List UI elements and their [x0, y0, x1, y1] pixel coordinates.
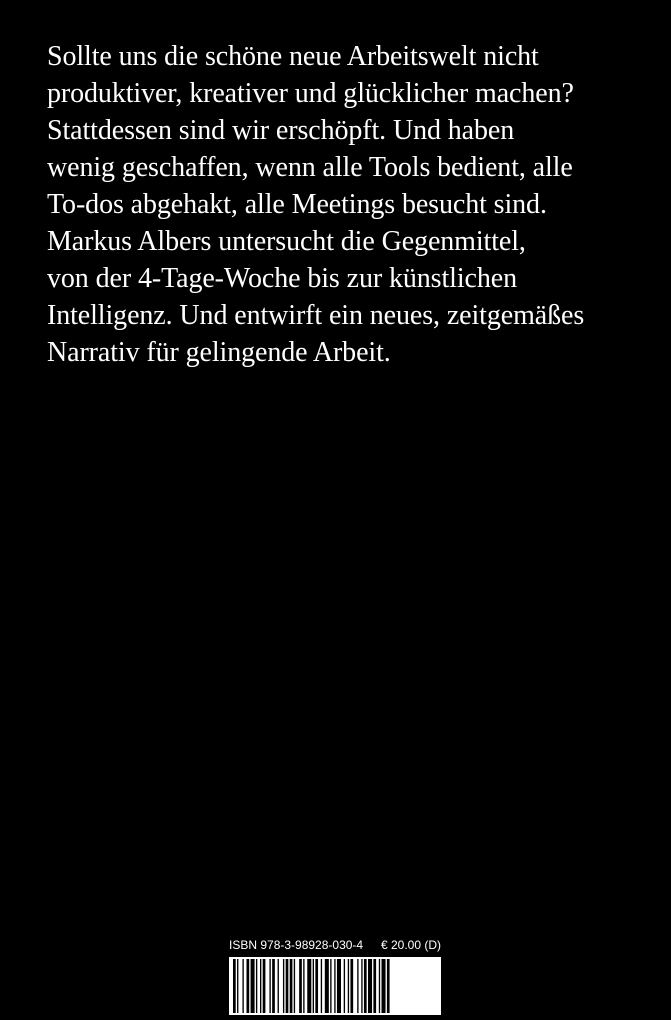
- barcode-bar: [251, 959, 255, 1013]
- barcode-bar: [242, 959, 243, 1013]
- barcode-bar: [283, 959, 284, 1013]
- barcode-bar: [237, 959, 238, 1013]
- barcode-bar: [344, 959, 345, 1013]
- barcode-bar: [325, 959, 329, 1013]
- barcode-bar: [233, 959, 236, 1013]
- blurb-line: Intelligenz. Und entwirft ein neues, zeitgemäßes: [47, 300, 585, 331]
- barcode-bar: [364, 959, 367, 1013]
- barcode-bar: [373, 959, 376, 1013]
- barcode-bar: [263, 959, 266, 1013]
- blurb-line: von der 4-Tage-Woche bis zur künstlichen: [47, 263, 517, 294]
- blurb-line: Stattdessen sind wir erschöpft. Und haben: [47, 115, 515, 146]
- barcode-bar: [350, 959, 353, 1013]
- barcode-bar: [334, 959, 335, 1013]
- barcode-graphic: [229, 957, 441, 1015]
- blurb-line: produktiver, kreativer und glücklicher machen?: [47, 78, 574, 109]
- isbn-number: ISBN 978-3-98928-030-4: [229, 938, 364, 952]
- barcode-bar: [272, 959, 275, 1013]
- price-label: € 20.00 (D): [380, 938, 441, 952]
- barcode-bar: [290, 959, 293, 1013]
- barcode-bar: [313, 959, 314, 1013]
- barcode-bar: [269, 959, 270, 1013]
- barcode-bar: [368, 959, 372, 1013]
- barcode-bar: [260, 959, 261, 1013]
- barcode-bar: [337, 959, 341, 1013]
- barcode-bar: [357, 959, 358, 1013]
- barcode-bar: [321, 959, 322, 1013]
- barcode: [229, 957, 441, 1015]
- barcode-bar: [361, 959, 362, 1013]
- barcode-bar: [286, 959, 289, 1013]
- isbn-block: [229, 937, 441, 1017]
- blurb-line: Sollte uns die schöne neue Arbeitswelt nicht: [47, 41, 539, 72]
- blurb-text: [47, 38, 647, 371]
- barcode-bar: [303, 959, 304, 1013]
- barcode-bar: [382, 959, 386, 1013]
- isbn-price-line: [229, 937, 441, 953]
- barcode-bar: [307, 959, 311, 1013]
- barcode-bar: [330, 959, 331, 1013]
- blurb-line: wenig geschaffen, wenn alle Tools bedient, alle: [47, 152, 573, 183]
- barcode-bar: [315, 959, 318, 1013]
- blurb-line: Markus Albers untersucht die Gegenmittel,: [47, 226, 526, 257]
- barcode-bar: [256, 959, 257, 1013]
- barcode-bar: [387, 959, 390, 1013]
- barcode-bar: [278, 959, 279, 1013]
- barcode-bar: [294, 959, 295, 1013]
- barcode-bar: [348, 959, 349, 1013]
- blurb-line: To-dos abgehakt, alle Meetings besucht sind.: [47, 189, 547, 220]
- blurb-line: Narrativ für gelingende Arbeit.: [47, 337, 391, 368]
- barcode-bar: [247, 959, 250, 1013]
- barcode-bar: [379, 959, 380, 1013]
- barcode-bar: [299, 959, 302, 1013]
